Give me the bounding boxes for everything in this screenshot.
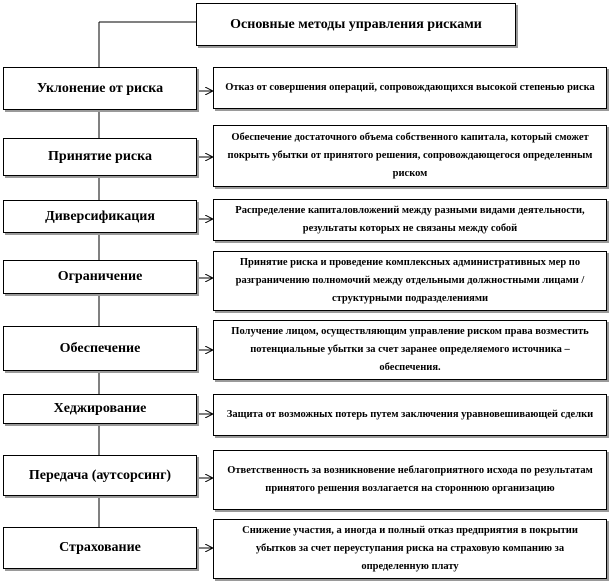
desc-outsourcing: Ответственность за возникновение неблагоприятного исхода по результатам принятого решения возлагается на стороннюю организацию xyxy=(213,450,607,510)
desc-avoidance: Отказ от совершения операций, сопровождающихся высокой степенью риска xyxy=(213,67,607,109)
method-limitation: Ограничение xyxy=(3,260,197,294)
desc-hedging: Защита от возможных потерь путем заключения уравновешивающей сделки xyxy=(213,394,607,436)
method-insurance: Страхование xyxy=(3,527,197,569)
desc-diversification: Распределение капиталовложений между разными видами деятельности, результаты которых не связаны между собой xyxy=(213,199,607,241)
method-outsourcing: Передача (аутсорсинг) xyxy=(3,455,197,496)
method-hedging: Хеджирование xyxy=(3,394,197,424)
desc-limitation: Принятие риска и проведение комплексных административных мер по разграничению полномочий между отдельными должностными лицами / структурными подразделениями xyxy=(213,251,607,311)
method-diversification: Диверсификация xyxy=(3,200,197,233)
method-avoidance: Уклонение от риска xyxy=(3,67,197,110)
diagram-title: Основные методы управления рисками xyxy=(196,3,516,46)
arrows xyxy=(197,91,212,548)
desc-acceptance: Обеспечение достаточного объема собственного капитала, который сможет покрыть убытки от принятого решения, сопровождающегося определенным риском xyxy=(213,125,607,187)
method-acceptance: Принятие риска xyxy=(3,138,197,176)
desc-insurance: Снижение участия, а иногда и полный отказ предприятия в покрытии убытков за счет переуступания риска на страховую компанию за определенную плату xyxy=(213,519,607,579)
desc-security: Получение лицом, осуществляющим управление риском права возместить потенциальные убытки за счет заранее определяемого источника – обеспечения. xyxy=(213,320,607,380)
method-security: Обеспечение xyxy=(3,326,197,371)
